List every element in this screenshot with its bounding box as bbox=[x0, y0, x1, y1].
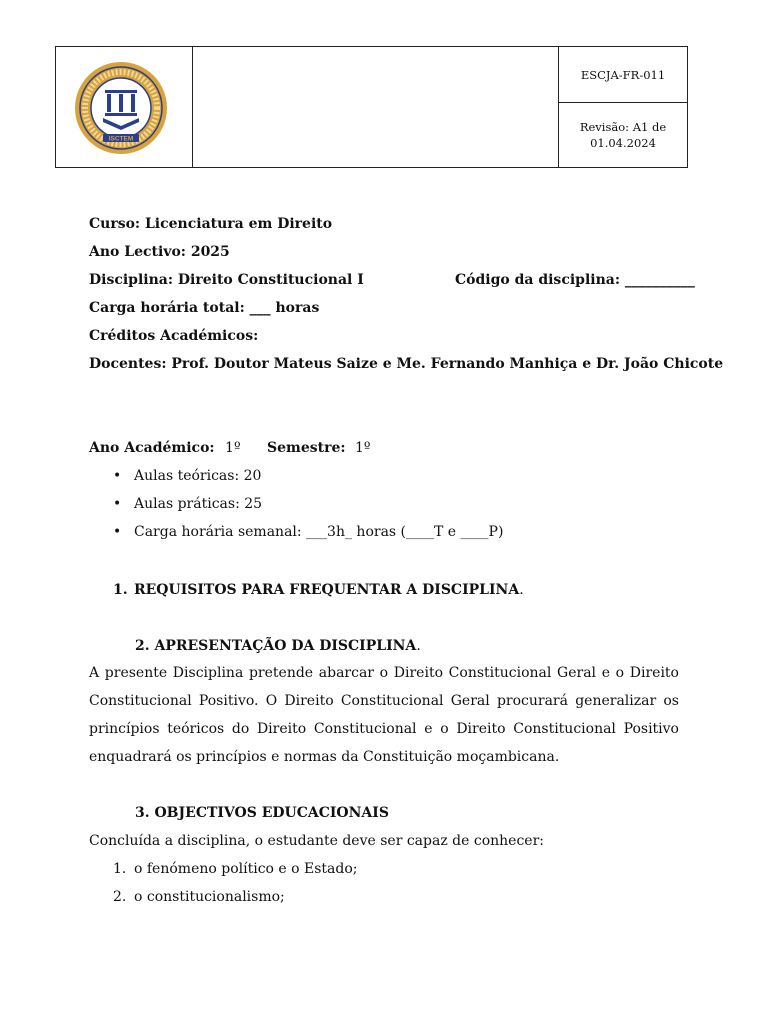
section-3-heading: 3. OBJECTIVOS EDUCACIONAIS bbox=[135, 805, 389, 821]
bullet-dot: • bbox=[113, 468, 122, 484]
header-logo-cell bbox=[56, 47, 193, 167]
weekly-hours: Carga horária semanal: ___3h_ horas (____T e ____P) bbox=[134, 524, 504, 540]
credits-line: Créditos Académicos: bbox=[89, 328, 259, 344]
academic-year-label: Ano Académico: bbox=[89, 440, 215, 456]
discipline-code-line: Código da disciplina: __________ bbox=[455, 272, 695, 288]
total-hours-line: Carga horária total: ___ horas bbox=[89, 300, 320, 316]
objective-number: 2. bbox=[113, 889, 127, 905]
theory-classes: Aulas teóricas: 20 bbox=[134, 468, 262, 484]
academic-year-semester-line bbox=[89, 440, 281, 456]
section-2-paragraph: A presente Disciplina pretende abarcar o Direito Constitucional Geral e o Direito Constitucional Positivo. O Direito Constitucional Geral procurará generalizar os princípios teóricos do Direito Constitucional e o Direito Constitucional Positivo enquadrará os princípios e normas da Constituição moçambicana. bbox=[89, 665, 679, 765]
academic-year-value: 1º bbox=[225, 440, 241, 456]
isctem-logo-seal bbox=[73, 60, 169, 156]
section-1-trail: . bbox=[519, 582, 524, 598]
practical-classes: Aulas práticas: 25 bbox=[134, 496, 263, 512]
header-title-cell bbox=[193, 47, 559, 167]
objective-text: o fenómeno político e o Estado; bbox=[134, 861, 358, 877]
bullet-dot: • bbox=[113, 496, 122, 512]
lecturers-line: Docentes: Prof. Doutor Mateus Saize e Me. Fernando Manhiça e Dr. João Chicote bbox=[89, 356, 724, 372]
section-1-number: 1. bbox=[113, 582, 128, 598]
discipline-line: Disciplina: Direito Constitucional I bbox=[89, 272, 364, 288]
section-1-title: REQUISITOS PARA FREQUENTAR A DISCIPLINA bbox=[134, 582, 520, 598]
doc-revision: Revisão: A1 de 01.04.2024 bbox=[579, 120, 667, 150]
semester-value: 1º bbox=[355, 440, 371, 456]
objective-number: 1. bbox=[113, 861, 127, 877]
semester-label: Semestre: bbox=[267, 440, 346, 456]
section-2-heading bbox=[135, 638, 421, 654]
academic-year-line: Ano Lectivo: 2025 bbox=[89, 244, 230, 260]
section-3-intro: Concluída a disciplina, o estudante deve ser capaz de conhecer: bbox=[89, 833, 544, 849]
course-line: Curso: Licenciatura em Direito bbox=[89, 216, 333, 232]
logo-wordmark: ISCTEM bbox=[108, 135, 134, 143]
section-2-trail: . bbox=[416, 638, 421, 654]
section-1-title-wrap bbox=[134, 582, 524, 598]
header-table bbox=[55, 46, 688, 168]
objective-text: o constitucionalismo; bbox=[134, 889, 285, 905]
doc-code: ESCJA-FR-011 bbox=[559, 47, 687, 103]
bullet-dot: • bbox=[113, 524, 122, 540]
semester-line bbox=[267, 440, 371, 456]
section-2-title: 2. APRESENTAÇÃO DA DISCIPLINA bbox=[135, 638, 417, 654]
